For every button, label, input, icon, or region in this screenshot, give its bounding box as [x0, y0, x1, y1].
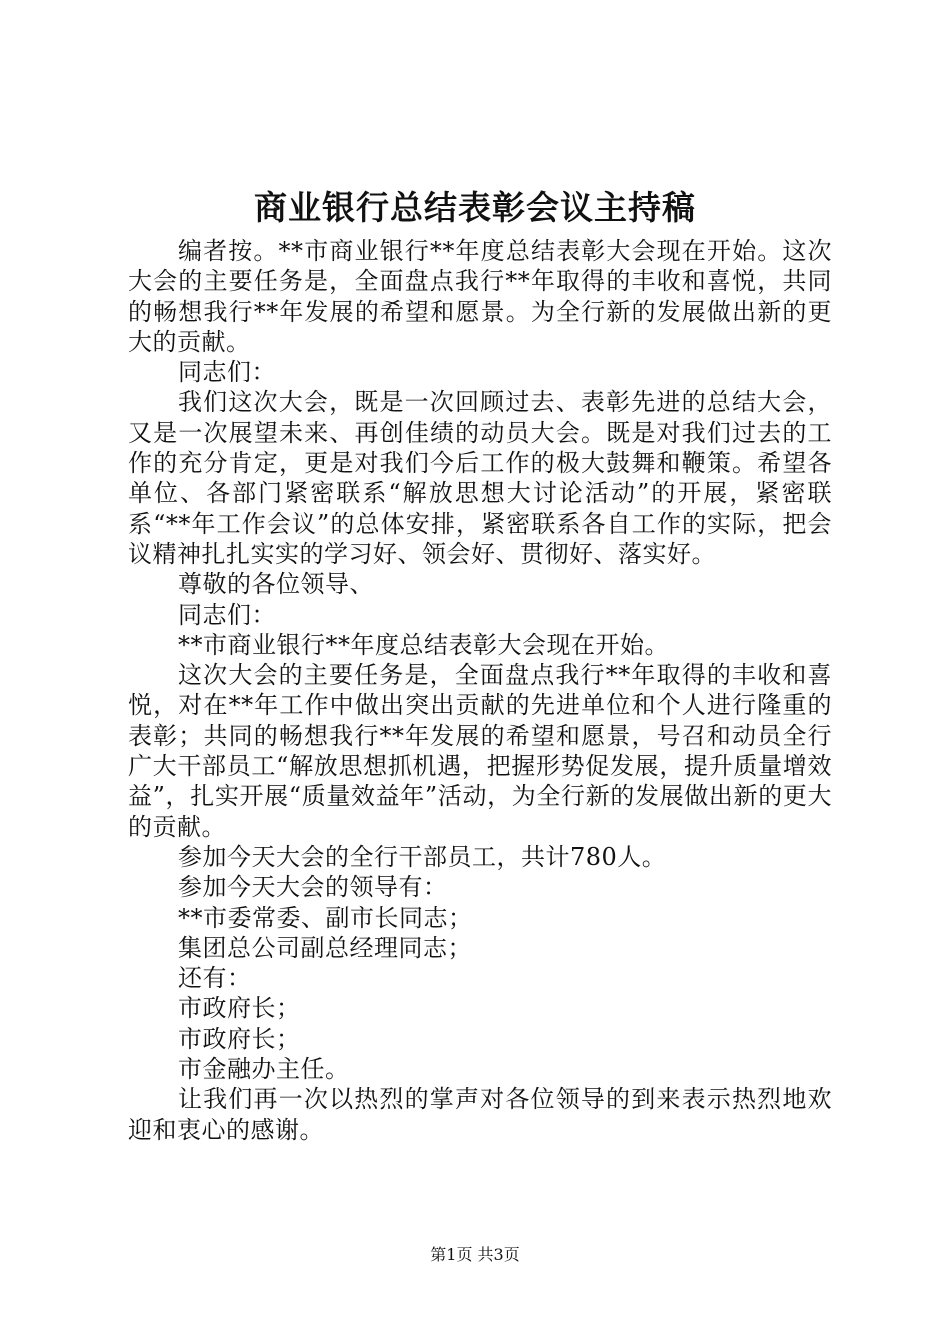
paragraph-leaders-intro: 参加今天大会的领导有：: [178, 873, 448, 902]
paragraph-main-task: 这次大会的主要任务是，全面盘点我行**年取得的丰收和喜悦，对在**年工作中做出突出贡献的先进单位和个人进行隆重的表彰；共同的畅想我行**年发展的希望和愿景，号召和动员全行广大干部员工“解放思想抓机遇，把握形势促发展，提升质量增效益”，扎实开展“质量效益年”活动，为全行新的发展做出新的更大的贡献。: [128, 661, 832, 841]
paragraph-attendance: 参加今天大会的全行干部员工，共计780人。: [178, 842, 667, 871]
paragraph-applause: 让我们再一次以热烈的掌声对各位领导的到来表示热烈地欢迎和衷心的感谢。: [128, 1085, 832, 1144]
paragraph-salutation-comrades: 同志们：: [178, 600, 276, 629]
paragraph-editor-note: 编者按。**市商业银行**年度总结表彰大会现在开始。这次大会的主要任务是，全面盘点我行**年取得的丰收和喜悦，共同的畅想我行**年发展的希望和愿景。为全行新的发展做出新的更大的贡献。: [128, 237, 832, 356]
paragraph-salutation-leaders: 尊敬的各位领导、: [178, 570, 374, 599]
paragraph-also: 还有：: [178, 964, 252, 993]
document-body: [128, 236, 832, 1145]
page-footer: 第1页 共3页: [430, 1245, 520, 1264]
paragraph-greeting: 同志们：: [178, 358, 276, 387]
paragraph-opening: **市商业银行**年度总结表彰大会现在开始。: [178, 630, 669, 659]
paragraph-meeting-purpose: 我们这次大会，既是一次回顾过去、表彰先进的总结大会，又是一次展望未来、再创佳绩的动员大会。既是对我们过去的工作的充分肯定，更是对我们今后工作的极大鼓舞和鞭策。希望各单位、各部门紧密联系“解放思想大讨论活动”的开展，紧密联系“**年工作会议”的总体安排，紧密联系各自工作的实际，把会议精神扎扎实实的学习好、领会好、贯彻好、落实好。: [128, 388, 832, 568]
paragraph-leader-2: 集团总公司副总经理同志；: [178, 933, 472, 962]
document-title: 商业银行总结表彰会议主持稿: [254, 188, 696, 227]
paragraph-leader-5: 市金融办主任。: [178, 1055, 350, 1084]
paragraph-leader-3: 市政府长；: [178, 994, 301, 1023]
paragraph-leader-4: 市政府长；: [178, 1024, 301, 1053]
paragraph-leader-1: **市委常委、副市长同志；: [178, 903, 473, 932]
